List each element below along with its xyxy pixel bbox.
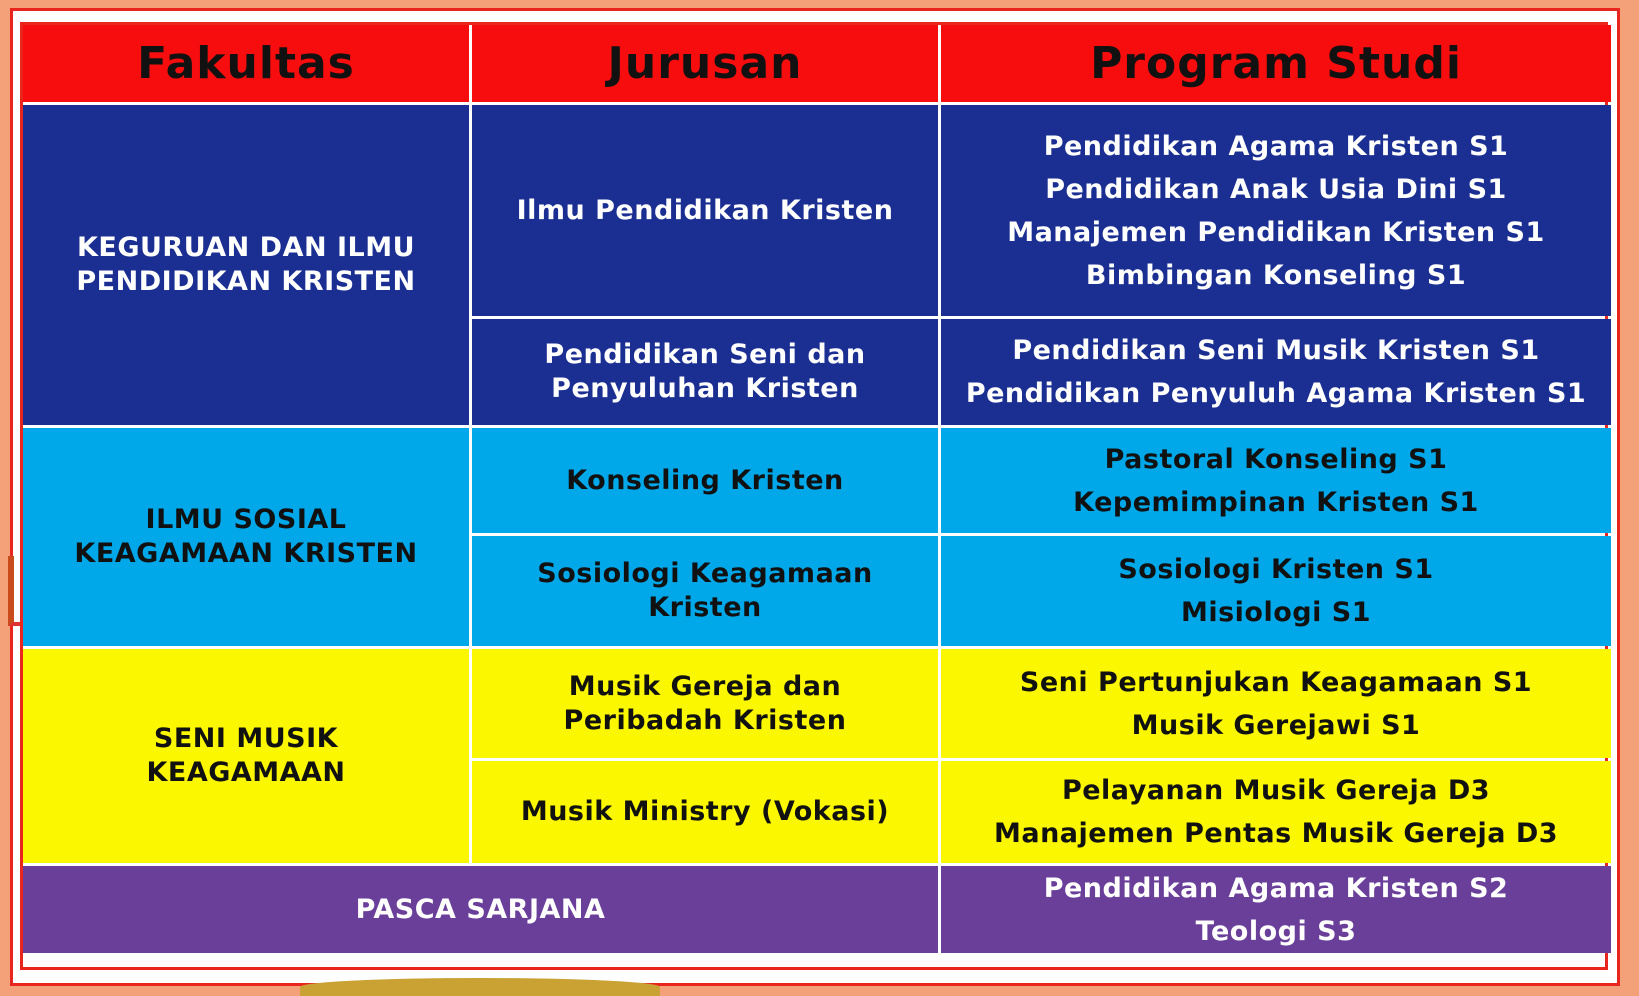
faculty-name-line: PENDIDIKAN KRISTEN <box>76 266 416 297</box>
header-jurusan: Jurusan <box>472 25 938 102</box>
department-name-line: Penyuluhan Kristen <box>551 373 859 404</box>
department-musik-ministry <box>472 761 938 863</box>
program-item: Manajemen Pentas Musik Gereja D3 <box>993 818 1559 849</box>
faculty-name-line: PASCA SARJANA <box>355 893 606 925</box>
program-item: Pendidikan Agama Kristen S2 <box>1043 872 1509 904</box>
program-item: Manajemen Pendidikan Kristen S1 <box>1007 216 1545 248</box>
programs-musik-ministry <box>941 761 1611 863</box>
department-ilmu-pendidikan-kristen <box>472 105 938 316</box>
study-program-table <box>20 22 1608 970</box>
department-name-line: Musik Ministry (Vokasi) <box>520 796 890 827</box>
department-name-line: Musik Gereja dan <box>568 670 842 702</box>
department-konseling-kristen <box>472 428 938 533</box>
programs-ilmu-pendidikan-kristen <box>941 105 1611 316</box>
department-name-line: Pendidikan Seni dan <box>544 339 866 370</box>
faculty-pasca-sarjana <box>23 866 938 953</box>
faculty-ilmu-sosial <box>23 428 469 646</box>
program-item: Seni Pertunjukan Keagamaan S1 <box>1019 666 1533 698</box>
program-item: Pendidikan Anak Usia Dini S1 <box>1045 173 1507 205</box>
program-item: Pendidikan Agama Kristen S1 <box>1043 130 1509 162</box>
program-item: Sosiologi Kristen S1 <box>1118 554 1434 585</box>
faculty-name-line: KEGURUAN DAN ILMU <box>76 232 416 263</box>
faculty-seni-musik <box>23 649 469 863</box>
department-name-line: Peribadah Kristen <box>563 704 847 736</box>
department-name-line: Konseling Kristen <box>566 464 844 496</box>
header-program-studi: Program Studi <box>941 25 1611 102</box>
programs-sosiologi-keagamaan <box>941 536 1611 646</box>
program-item: Bimbingan Konseling S1 <box>1085 259 1467 291</box>
department-musik-gereja <box>472 649 938 758</box>
decorative-shape <box>300 978 660 996</box>
department-name-line: Kristen <box>648 592 762 623</box>
programs-pasca-sarjana <box>941 866 1611 953</box>
department-name-line: Sosiologi Keagamaan <box>537 558 873 589</box>
program-item: Pastoral Konseling S1 <box>1104 443 1448 475</box>
programs-konseling-kristen <box>941 428 1611 533</box>
faculty-name-line: ILMU SOSIAL <box>145 504 347 535</box>
faculty-name-line: KEAGAMAAN KRISTEN <box>74 538 418 569</box>
faculty-name-line: KEAGAMAAN <box>146 757 346 788</box>
programs-musik-gereja <box>941 649 1611 758</box>
header-fakultas: Fakultas <box>23 25 469 102</box>
programs-pendidikan-seni <box>941 319 1611 425</box>
department-name-line: Ilmu Pendidikan Kristen <box>516 194 894 226</box>
program-item: Misiologi S1 <box>1180 597 1372 628</box>
program-item: Pendidikan Penyuluh Agama Kristen S1 <box>965 378 1587 409</box>
program-item: Pendidikan Seni Musik Kristen S1 <box>1012 335 1540 366</box>
department-pendidikan-seni <box>472 319 938 425</box>
program-item: Pelayanan Musik Gereja D3 <box>1061 775 1491 806</box>
faculty-keguruan <box>23 105 469 425</box>
program-item: Kepemimpinan Kristen S1 <box>1073 486 1479 518</box>
program-item: Musik Gerejawi S1 <box>1131 709 1421 741</box>
program-item: Teologi S3 <box>1195 915 1357 947</box>
faculty-name-line: SENI MUSIK <box>153 723 339 754</box>
department-sosiologi-keagamaan <box>472 536 938 646</box>
